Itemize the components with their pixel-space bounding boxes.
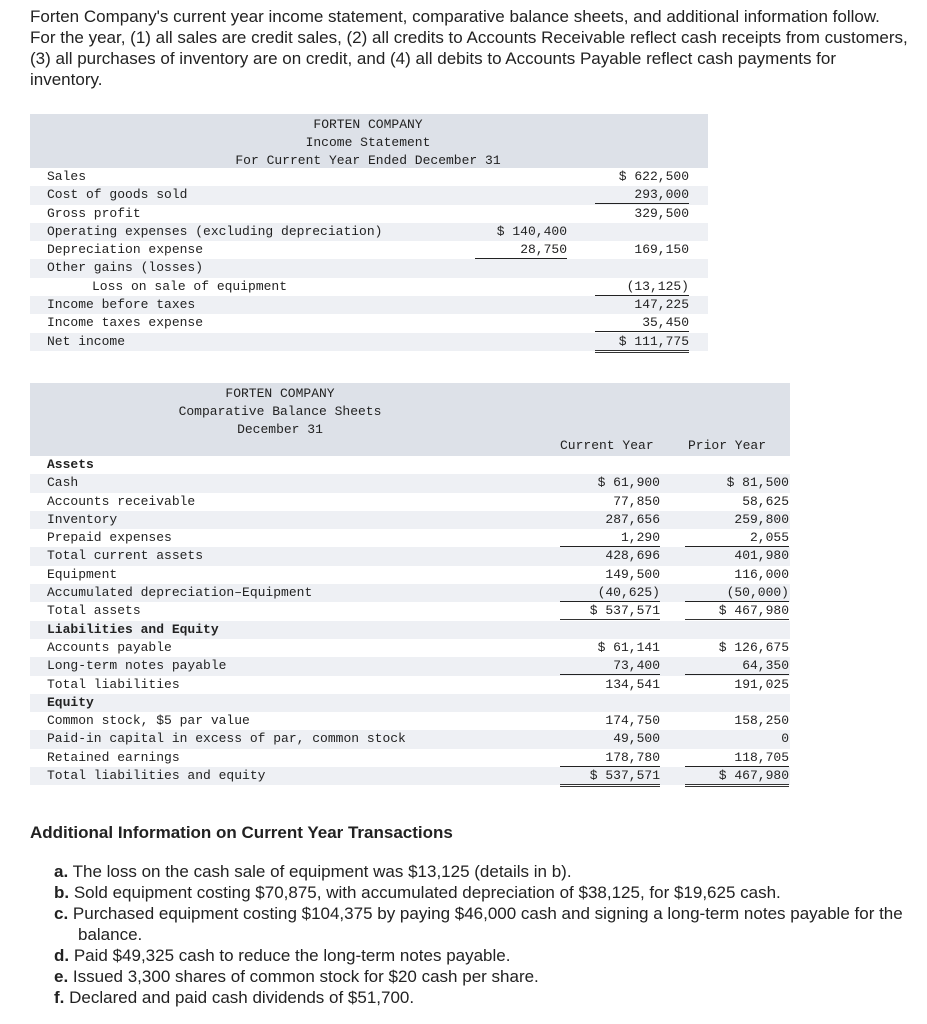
value-col-2: 158,250 (734, 713, 789, 729)
table-row (30, 602, 790, 620)
value-col-2: 329,500 (634, 205, 689, 221)
value-col-1: 77,850 (613, 493, 660, 509)
value-col-2: $ 467,980 (685, 767, 789, 787)
company-name: FORTEN COMPANY (225, 386, 335, 401)
row-label: Accumulated depreciation–Equipment (47, 585, 313, 601)
table-row (30, 639, 790, 657)
table-row (30, 511, 790, 529)
statement-title: Income Statement (305, 135, 431, 150)
value-col-1: 178,780 (560, 749, 660, 767)
table-row (30, 657, 790, 675)
table-row (30, 493, 790, 511)
value-col-2 (595, 223, 689, 240)
row-label: Long-term notes payable (47, 658, 227, 674)
value-col-2: 58,625 (742, 493, 789, 509)
company-name: FORTEN COMPANY (313, 117, 423, 132)
value-col-2 (685, 621, 789, 638)
row-label: Total current assets (47, 548, 204, 564)
value-col-2: 401,980 (734, 548, 789, 564)
income-statement-rows (30, 168, 708, 351)
value-col-1: $ 537,571 (560, 602, 660, 622)
value-col-2: $ 622,500 (618, 169, 689, 184)
row-label: Gross profit (47, 205, 141, 221)
value-col-1: 28,750 (475, 241, 567, 259)
table-row (30, 333, 708, 351)
value-col-1: 134,541 (605, 676, 660, 692)
value-col-2: (13,125) (595, 278, 689, 296)
item-text: The loss on the cash sale of equipment was $13,125 (details in b). (72, 862, 572, 881)
value-col-2: 64,350 (685, 657, 789, 675)
table-row (30, 186, 708, 204)
item-text: Paid $49,325 cash to reduce the long-term notes payable. (73, 946, 511, 965)
income-statement-header (30, 114, 708, 168)
table-row (30, 314, 708, 332)
value-col-1 (475, 278, 567, 295)
value-col-1: (40,625) (560, 584, 660, 602)
value-col-1 (475, 186, 567, 203)
value-col-1: 49,500 (613, 731, 660, 747)
value-col-2: 116,000 (734, 566, 789, 582)
additional-info-item (54, 966, 910, 987)
value-col-1: $ 61,900 (597, 475, 660, 491)
income-statement-table (30, 114, 708, 351)
additional-info-item (54, 903, 910, 945)
table-row (30, 296, 708, 314)
table-row (30, 529, 790, 547)
table-row (30, 259, 708, 277)
value-col-2: 118,705 (685, 749, 789, 767)
row-label: Paid-in capital in excess of par, common stock (47, 731, 406, 747)
row-label: Retained earnings (47, 749, 180, 765)
row-label: Inventory (47, 511, 118, 527)
table-row (30, 278, 708, 296)
table-row (30, 621, 790, 639)
item-text: Sold equipment costing $70,875, with accumulated depreciation of $38,125, for $19,625 cash. (73, 883, 781, 902)
value-col-1 (475, 296, 567, 313)
value-col-2: $ 467,980 (685, 602, 789, 622)
value-col-1 (475, 314, 567, 331)
row-label: Total liabilities and equity (47, 768, 266, 784)
value-col-1: 174,750 (605, 713, 660, 729)
table-row (30, 694, 790, 712)
additional-info-item (54, 882, 910, 903)
row-label: Other gains (losses) (47, 260, 204, 276)
value-col-2 (595, 259, 689, 276)
row-label: Cash (47, 475, 79, 491)
table-row (30, 223, 708, 241)
row-label: Income before taxes (47, 297, 196, 313)
balance-sheet-table (30, 383, 790, 785)
additional-info-item (54, 861, 910, 882)
item-text: Declared and paid cash dividends of $51,700. (69, 988, 415, 1007)
row-label: Assets (47, 457, 94, 472)
table-row (30, 547, 790, 565)
value-col-1: $ 537,571 (560, 767, 660, 787)
statement-date: December 31 (237, 422, 323, 437)
item-letter: a. (54, 862, 69, 881)
additional-information-list (30, 861, 910, 1008)
table-row (30, 730, 790, 748)
row-label: Net income (47, 333, 126, 349)
value-col-1 (475, 205, 567, 222)
value-col-1: 1,290 (560, 529, 660, 547)
table-row (30, 767, 790, 785)
column-header-prior-year: Prior Year (688, 438, 767, 453)
row-label: Common stock, $5 par value (47, 713, 250, 729)
value-col-2: 259,800 (734, 511, 789, 527)
value-col-1: 428,696 (605, 548, 660, 564)
statement-title: Comparative Balance Sheets (178, 404, 382, 419)
table-row (30, 474, 790, 492)
value-col-2: $ 126,675 (718, 639, 789, 655)
value-col-1: $ 140,400 (496, 223, 567, 239)
table-row (30, 168, 708, 186)
value-col-2: (50,000) (685, 584, 789, 602)
row-label: Income taxes expense (47, 315, 204, 331)
value-col-1 (475, 259, 567, 276)
statement-period: For Current Year Ended December 31 (235, 153, 501, 168)
value-col-1: 149,500 (605, 566, 660, 582)
balance-sheet-header (30, 383, 790, 456)
row-label: Liabilities and Equity (47, 621, 219, 637)
intro-paragraph: Forten Company's current year income statement, comparative balance sheets, and additional information follow. For the year, (1) all sales are credit sales, (2) all credits to Accounts Receivable reflect cash receipts from customers, (3) all purchases of inventory are on credit, and (4) all debits to Accounts Payable reflect cash payments for inventory. (30, 7, 908, 89)
value-col-2: $ 111,775 (595, 333, 689, 353)
value-col-2: 191,025 (734, 676, 789, 692)
value-col-2: 293,000 (595, 186, 689, 204)
value-col-1 (475, 333, 567, 350)
item-letter: b. (54, 883, 70, 902)
item-letter: f. (54, 988, 65, 1007)
table-row (30, 456, 790, 474)
item-text: Issued 3,300 shares of common stock for $20 cash per share. (72, 967, 539, 986)
value-col-1 (560, 694, 660, 711)
table-row (30, 584, 790, 602)
column-header-current-year: Current Year (560, 438, 654, 453)
additional-info-item (54, 945, 910, 966)
value-col-2: 169,150 (634, 242, 689, 258)
item-letter: c. (54, 904, 69, 923)
additional-info-item (54, 987, 910, 1008)
value-col-2 (685, 456, 789, 473)
value-col-1: 287,656 (605, 511, 660, 527)
value-col-2: 2,055 (685, 529, 789, 547)
row-label: Sales (47, 169, 87, 184)
value-col-2: 35,450 (595, 314, 689, 332)
row-label: Equipment (47, 566, 118, 582)
row-label: Total assets (47, 603, 141, 619)
table-row (30, 749, 790, 767)
item-letter: e. (54, 967, 69, 986)
item-letter: d. (54, 946, 70, 965)
row-label: Total liabilities (47, 676, 180, 692)
additional-information-heading: Additional Information on Current Year Transactions (30, 823, 453, 842)
table-row (30, 676, 790, 694)
table-row (30, 205, 708, 223)
value-col-2: 0 (781, 731, 789, 747)
row-label: Accounts receivable (47, 493, 196, 509)
balance-sheet-rows (30, 456, 790, 785)
item-text: Purchased equipment costing $104,375 by paying $46,000 cash and signing a long-term notes payable for the balance. (72, 904, 903, 944)
value-col-2 (685, 694, 789, 711)
value-col-2: 147,225 (634, 297, 689, 313)
row-label: Operating expenses (excluding depreciation) (47, 223, 383, 239)
value-col-2: $ 81,500 (726, 475, 789, 491)
row-label: Loss on sale of equipment (92, 278, 288, 294)
value-col-1 (475, 168, 567, 185)
additional-information (30, 822, 910, 1008)
row-label: Accounts payable (47, 639, 172, 655)
table-row (30, 241, 708, 259)
table-row (30, 712, 790, 730)
value-col-1 (560, 621, 660, 638)
value-col-1: 73,400 (560, 657, 660, 675)
row-label: Equity (47, 694, 94, 710)
row-label: Cost of goods sold (47, 187, 188, 203)
row-label: Depreciation expense (47, 242, 204, 258)
row-label: Prepaid expenses (47, 530, 172, 546)
value-col-1 (560, 456, 660, 473)
table-row (30, 566, 790, 584)
value-col-1: $ 61,141 (597, 639, 660, 655)
